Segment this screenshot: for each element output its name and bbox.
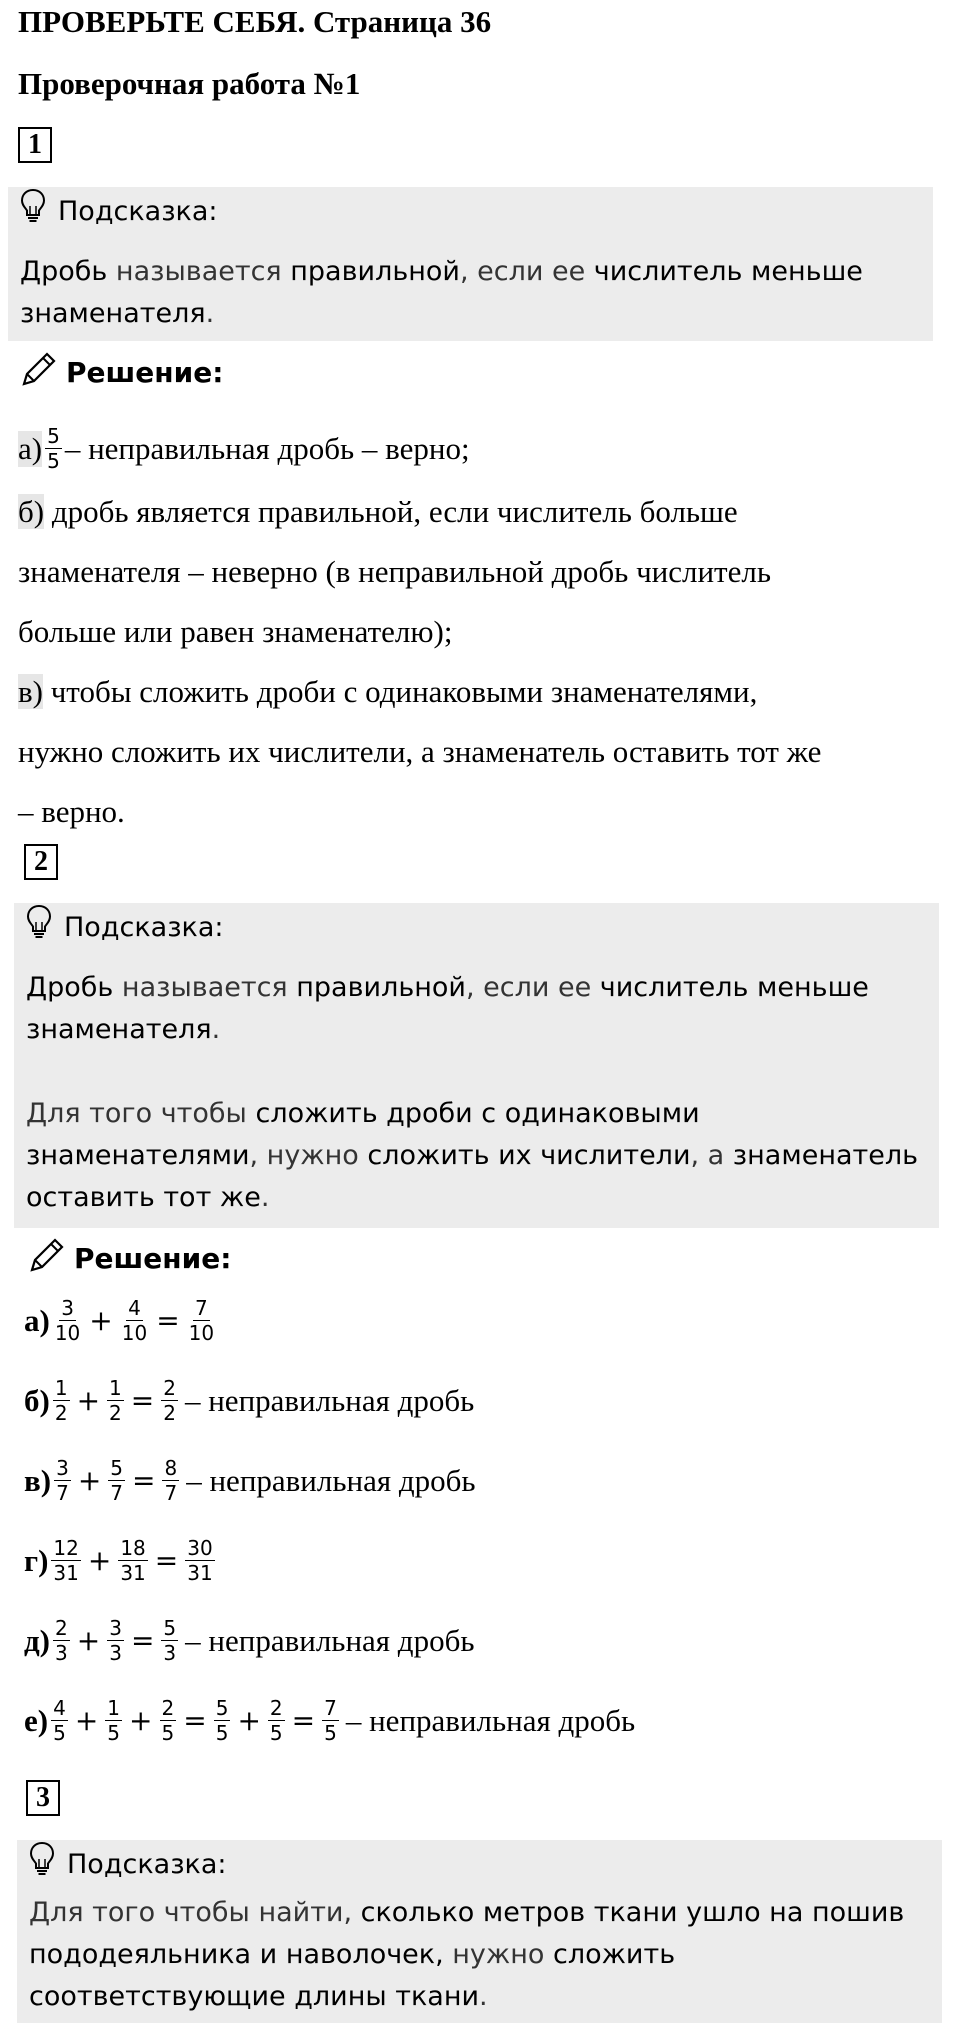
equation-row [24,1376,474,1425]
fraction [53,1296,82,1345]
page-subtitle: Проверочная работа №1 [18,66,361,101]
hint-emphasis: знаменатель оставить тот же [26,1140,919,1213]
task-number-2: 2 [24,844,58,880]
hint-text-1 [20,251,900,335]
operator: + [89,1304,113,1337]
fraction-denominator: 7 [56,1481,69,1505]
fraction-denominator: 3 [109,1641,122,1665]
fraction [107,1616,124,1665]
hint-text: , если ее [459,256,594,287]
fraction-numerator: 3 [61,1296,74,1320]
hint-emphasis: сложить их числители [367,1140,691,1171]
fraction-denominator: 10 [121,1321,148,1345]
fraction [161,1616,178,1665]
fraction-denominator: 5 [53,1721,66,1745]
equation-row [24,1456,476,1505]
fraction-numerator: 3 [56,1456,69,1480]
equation-comment: – неправильная дробь [185,1622,475,1658]
operator: = [183,1704,207,1737]
hint-text: , нужно [249,1140,368,1171]
operator: + [129,1704,153,1737]
fraction [160,1696,177,1745]
fraction-numerator: 2 [163,1376,176,1400]
hint-emphasis: правильной [290,256,460,287]
fraction-numerator: 2 [269,1696,283,1720]
hint-text-2b [26,1093,926,1219]
hint-box-3 [17,1840,942,2023]
lightbulb-icon [29,1841,55,1890]
fraction-numerator: 2 [55,1616,68,1640]
fraction [185,1536,214,1585]
operator: + [237,1704,261,1737]
equation-label: е) [24,1702,49,1738]
hint-text-3 [29,1892,929,2018]
operator: + [76,1624,101,1657]
hint-text: . [260,1182,270,1213]
fraction [51,1536,80,1585]
task-number-1: 1 [18,127,52,163]
fraction [118,1536,147,1585]
hint-emphasis: Дробь [20,256,108,287]
operator: = [154,1544,179,1577]
fraction-numerator: 4 [53,1696,66,1720]
hint-title-2: Подсказка: [26,903,927,953]
fraction-numerator: 1 [54,1376,68,1400]
fraction-numerator: 7 [195,1296,208,1320]
hint-box-1 [8,187,933,341]
fraction-numerator: 12 [53,1536,79,1560]
lightbulb-icon [26,904,52,953]
fraction-numerator: 18 [120,1536,146,1560]
lightbulb-icon [20,188,46,237]
operator: = [130,1384,155,1417]
solution-1-b-line3: больше или равен знаменателю); [18,614,453,649]
equation-label: б) [24,1382,50,1418]
operator: + [74,1704,99,1737]
fraction-numerator: 7 [324,1696,337,1720]
equation-label: д) [24,1622,51,1658]
solution-title-2: Решение: [28,1236,231,1281]
solution-1-b-line2: знаменателя – неверно (в неправильной дробь числитель [18,554,771,589]
equation-label: в) [24,1462,52,1498]
fraction-denominator: 2 [109,1401,122,1425]
hint-title-3: Подсказка: [29,1840,930,1890]
fraction [162,1456,179,1505]
fraction-denominator: 31 [53,1561,79,1585]
fraction [54,1456,71,1505]
fraction-denominator: 3 [163,1641,177,1665]
equation-row [24,1296,219,1345]
equation-comment: – неправильная дробь [186,1462,476,1498]
fraction-numerator: 8 [164,1456,178,1480]
fraction-denominator: 31 [187,1561,213,1585]
fraction [187,1296,216,1345]
hint-emphasis: числитель меньше знаменателя [26,972,869,1045]
hint-emphasis: сложить дроби с одинаковыми знаменателями [26,1098,700,1171]
fraction-denominator: 7 [164,1481,178,1505]
equation-row [24,1536,218,1585]
solution-1-c-line1: в) чтобы сложить дроби с одинаковыми знаменателями, [18,674,758,709]
solution-1-b-line1: б) дробь является правильной, если числитель больше [18,494,738,529]
operator: = [132,1464,156,1497]
solution-1-a: а) $\frac{5}{5}$ – неправильная дробь – верно; [18,424,470,473]
operator: = [291,1704,316,1737]
fraction-numerator: 5 [110,1456,124,1480]
fraction-numerator: 30 [187,1536,213,1560]
equation-label: а) [24,1302,50,1338]
fraction [120,1296,149,1345]
solution-1-c-line2: нужно сложить их числители, а знаменатель оставить тот же [18,734,822,769]
hint-emphasis: сложить соответствующие длины ткани [29,1939,676,2012]
hint-text-2a [26,967,906,1051]
page-title: ПРОВЕРЬТЕ СЕБЯ. Страница 36 [18,4,492,39]
fraction-denominator: 10 [188,1321,215,1345]
pencil-icon [28,1236,66,1281]
hint-text: . [479,1981,488,2012]
fraction [108,1456,125,1505]
solution-1-c-line3: – верно. [18,794,125,829]
fraction: $\frac{5}{5}$ [47,424,60,473]
hint-emphasis: Дробь [26,972,114,1003]
fraction-denominator: 2 [163,1401,176,1425]
hint-text: . [211,1014,221,1045]
pencil-icon [20,350,58,395]
fraction [51,1696,68,1745]
fraction-denominator: 5 [161,1721,175,1745]
fraction [105,1696,122,1745]
operator: + [77,1464,102,1497]
hint-text: . [205,298,215,329]
fraction [161,1376,178,1425]
operator: + [76,1384,101,1417]
hint-text: Для того чтобы [26,1098,256,1129]
fraction-denominator: 7 [110,1481,124,1505]
equation-row [24,1696,635,1745]
equation-comment: – неправильная дробь [184,1382,475,1418]
solution-title-1: Решение: [20,350,223,395]
fraction-denominator: 5 [107,1721,121,1745]
fraction [107,1376,124,1425]
fraction-denominator: 10 [54,1321,81,1345]
hint-emphasis: правильной [296,972,466,1003]
fraction-numerator: 3 [109,1616,122,1640]
fraction-numerator: 2 [161,1696,175,1720]
fraction [322,1696,339,1745]
equation-label: г) [24,1542,49,1578]
fraction-numerator: 5 [163,1616,177,1640]
equation-row [24,1616,474,1665]
fraction-numerator: 1 [107,1696,121,1720]
hint-emphasis: сколько метров ткани ушло на пошив пододеяльника и наволочек, [29,1897,905,1970]
hint-text: Для того чтобы найти, [29,1897,361,1928]
fraction-numerator: 4 [128,1296,141,1320]
fraction-denominator: 31 [120,1561,146,1585]
fraction [268,1696,285,1745]
hint-text: , а [690,1140,733,1171]
task-number-3: 3 [26,1780,60,1816]
fraction-numerator: 1 [109,1376,122,1400]
hint-text: нужно [443,1939,553,1970]
fraction-denominator: 3 [55,1641,68,1665]
fraction [53,1376,70,1425]
fraction [214,1696,231,1745]
hint-emphasis: числитель меньше знаменателя [20,256,863,329]
fraction-numerator: 5 [215,1696,229,1720]
fraction-denominator: 5 [324,1721,337,1745]
hint-text: называется [113,972,297,1003]
hint-title-1: Подсказка: [20,187,921,237]
fraction [53,1616,70,1665]
fraction-denominator: 2 [54,1401,68,1425]
hint-text: , если ее [465,972,600,1003]
fraction-denominator: 5 [215,1721,229,1745]
hint-box-2 [14,903,939,1228]
hint-text: называется [107,256,291,287]
operator: + [87,1544,112,1577]
fraction-denominator: 5 [269,1721,283,1745]
equation-comment: – неправильная дробь [345,1702,636,1738]
operator: = [130,1624,155,1657]
operator: = [156,1304,180,1337]
